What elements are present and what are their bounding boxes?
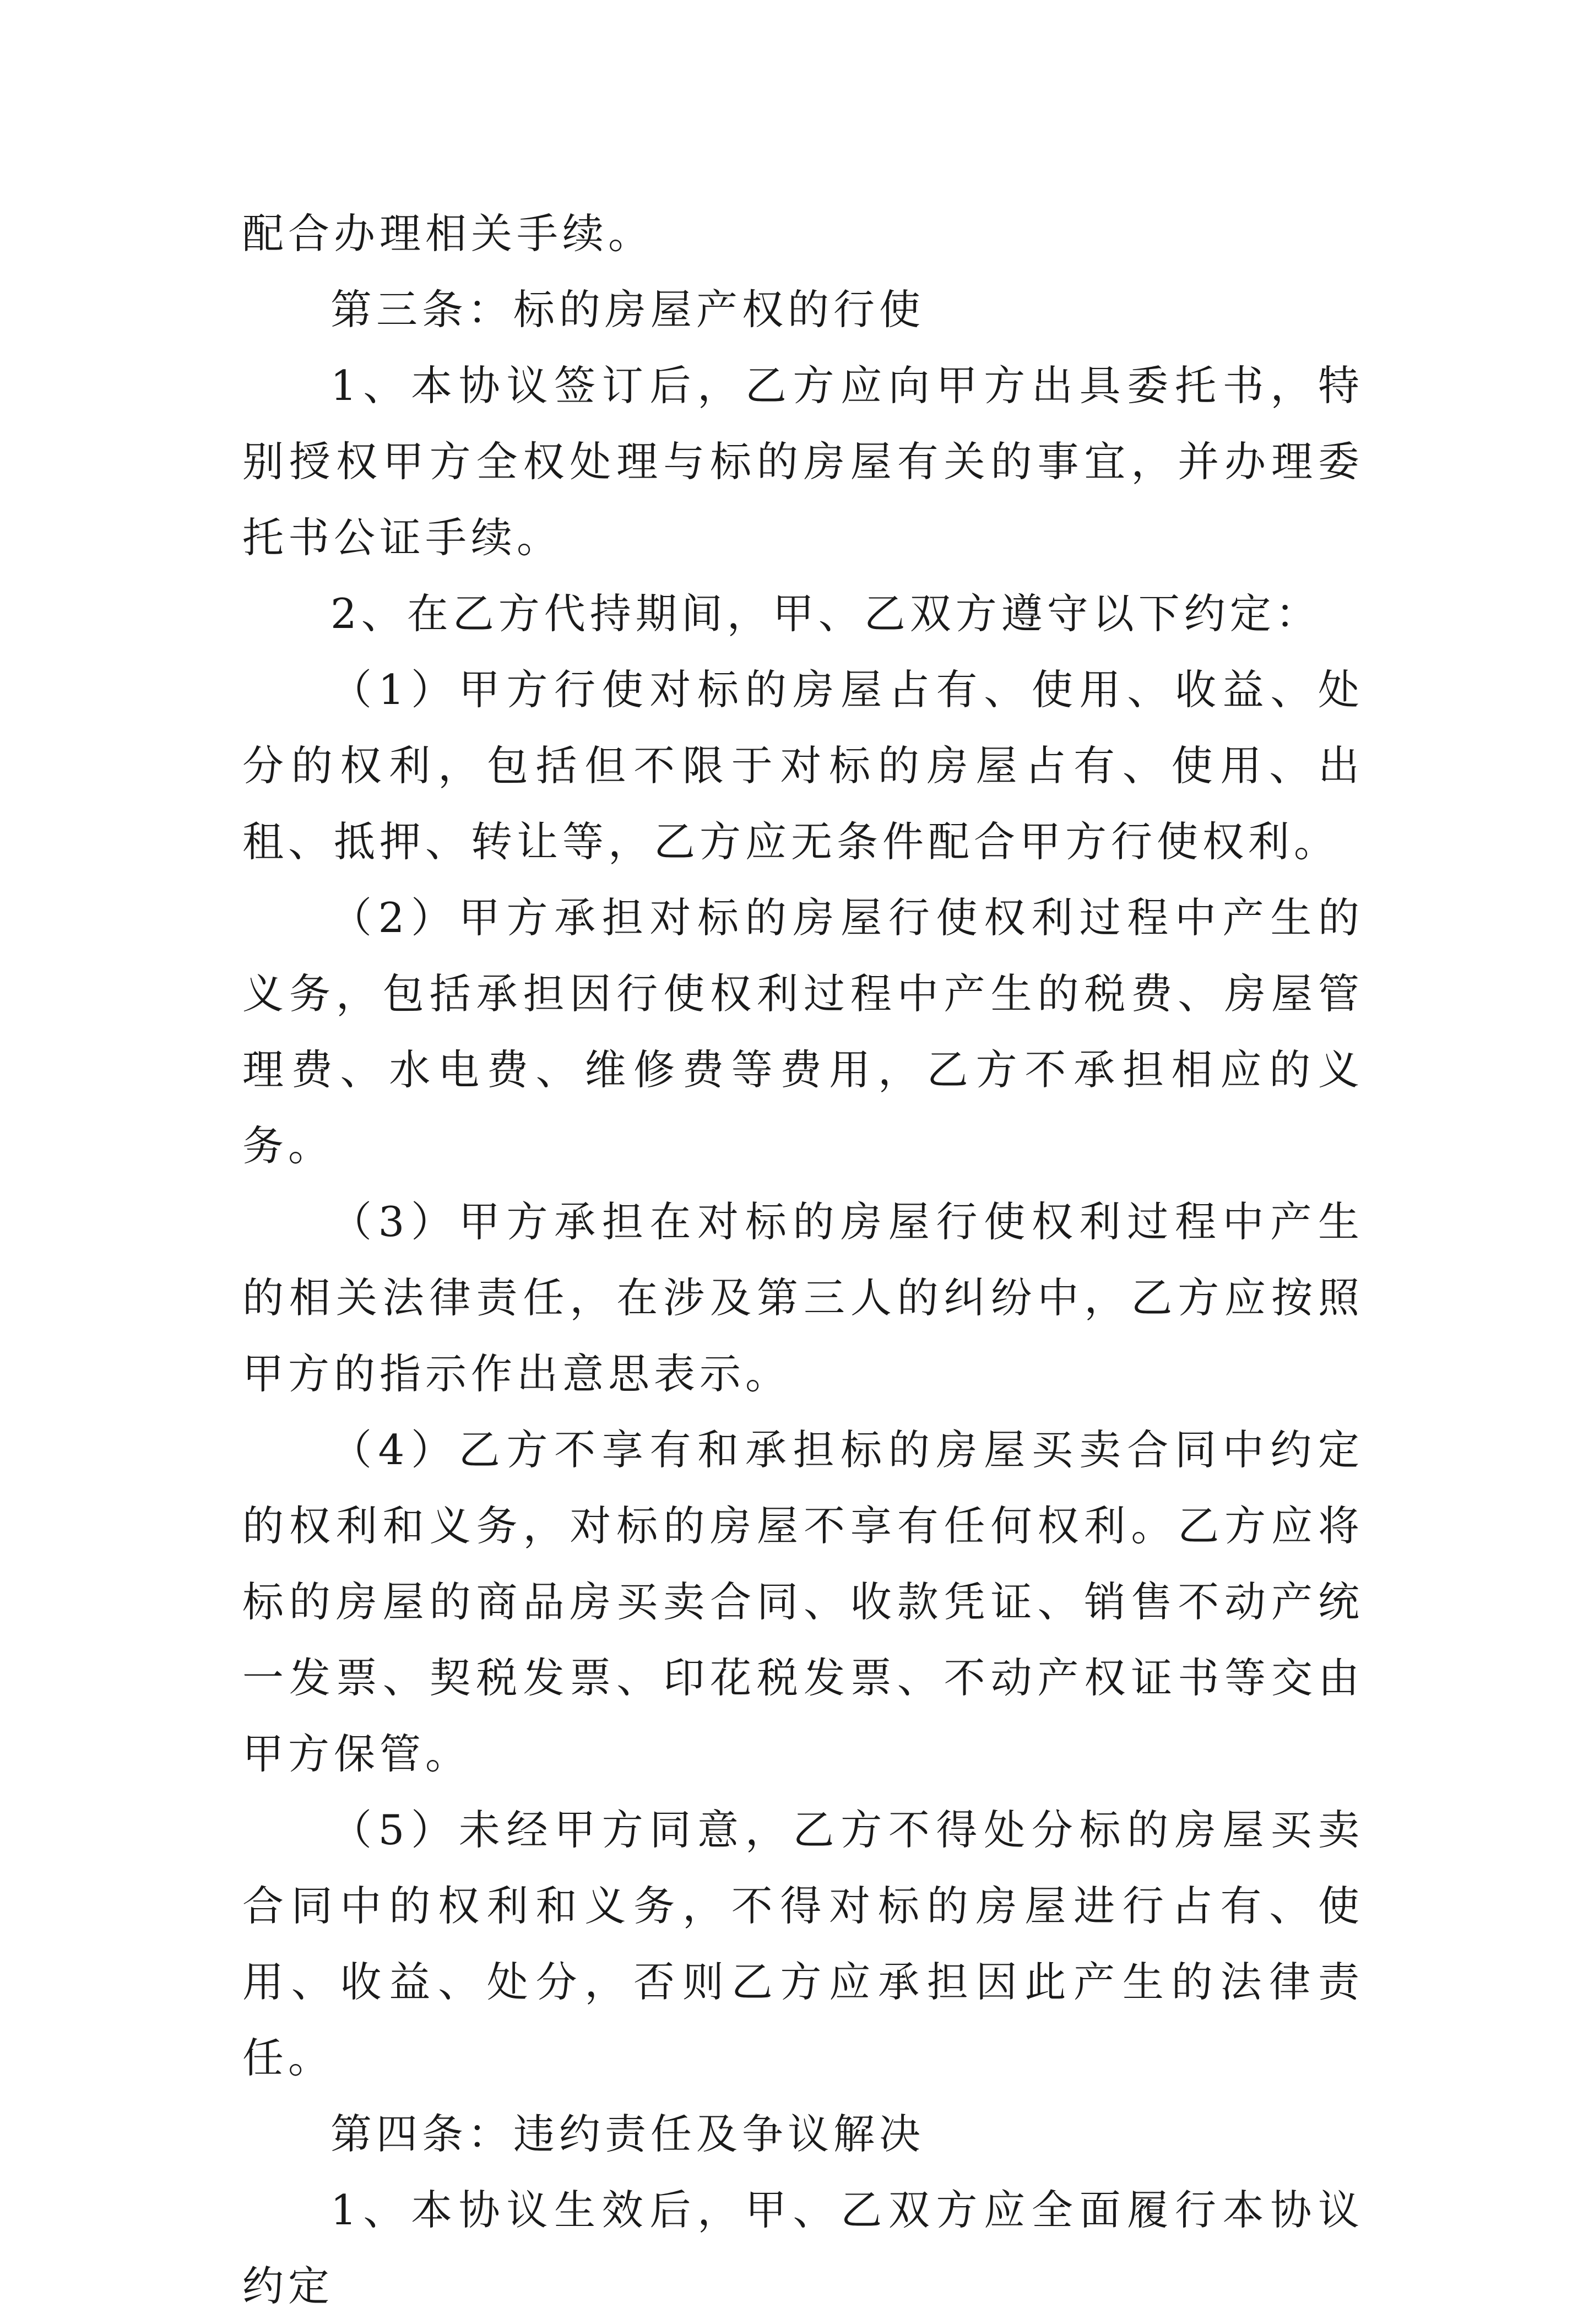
article-three-heading: 第三条：标的房屋产权的行使 [330,285,925,334]
article-three-clause-1: 1、本协议签订后，乙方应向甲方出具委托书，特别授权甲方全权处理与标的房屋有关的事宜，并办理委托书公证手续。 [242,361,1364,562]
article-three-clause-2: 2、在乙方代持期间，甲、乙双方遵守以下约定： [330,589,1321,638]
clause-2-item-5: （5）未经甲方同意，乙方不得处分标的房屋买卖合同中的权利和义务，不得对标的房屋进行占有、使用、收益、处分，否则乙方应承担因此产生的法律责任。 [242,1806,1364,2082]
paragraph-continuation: 配合办理相关手续。 [242,209,654,258]
clause-2-item-3: （3）甲方承担在对标的房屋行使权利过程中产生的相关法律责任，在涉及第三人的纠纷中，乙方应按照甲方的指示作出意思表示。 [242,1198,1364,1398]
clause-2-item-4: （4）乙方不享有和承担标的房屋买卖合同中约定的权利和义务，对标的房屋不享有任何权利。乙方应将标的房屋的商品房买卖合同、收款凭证、销售不动产统一发票、契税发票、印花税发票、不动产权证书等交由甲方保管。 [242,1426,1364,1778]
clause-2-item-2: （2）甲方承担对标的房屋行使权利过程中产生的义务，包括承担因行使权利过程中产生的税费、房屋管理费、水电费、维修费等费用，乙方不承担相应的义务。 [242,893,1364,1170]
article-four-clause-1: 1、本协议生效后，甲、乙双方应全面履行本协议约定 [242,2186,1364,2310]
article-four-heading: 第四条：违约责任及争议解决 [330,2110,925,2158]
document-body [242,196,1364,2324]
clause-2-item-1: （1）甲方行使对标的房屋占有、使用、收益、处分的权利，包括但不限于对标的房屋占有、使用、出租、抵押、转让等，乙方应无条件配合甲方行使权利。 [242,665,1364,866]
